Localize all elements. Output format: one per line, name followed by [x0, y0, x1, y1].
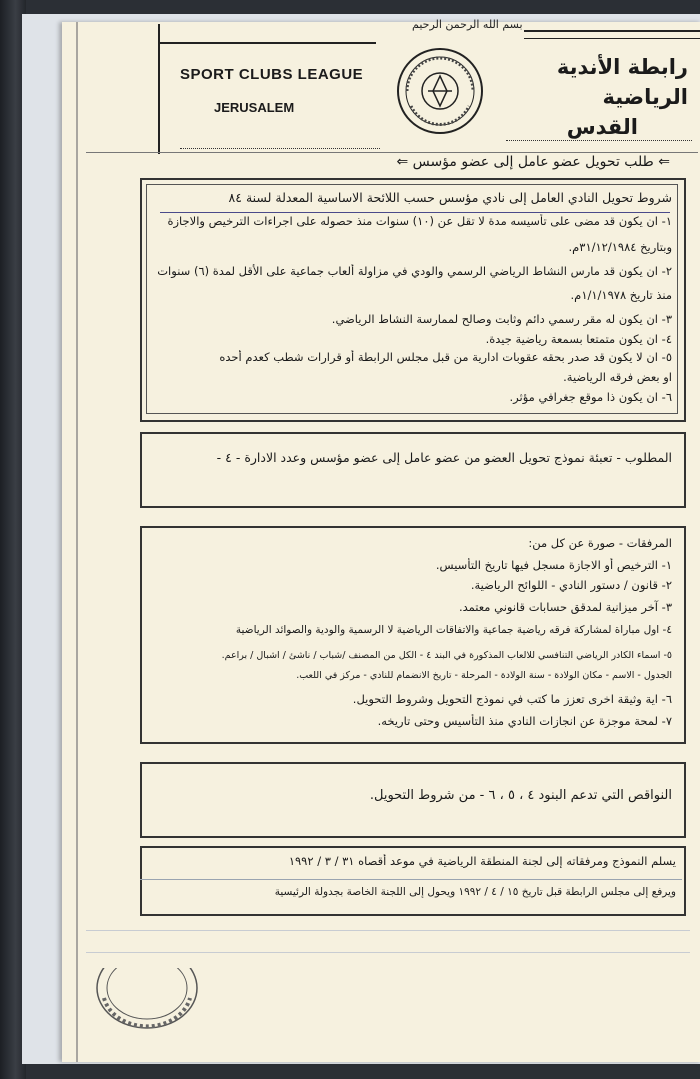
letterhead-dotted-line: [506, 140, 692, 141]
condition-item: او بعض فرقه الرياضية.: [563, 370, 672, 384]
condition-item: ٢- ان يكون قد مارس النشاط الرياضي الرسمي والودي في مزاولة ألعاب جماعية على الأقل لمدة (٦) سنوات: [157, 264, 672, 278]
attachment-item: ٥- اسماء الكادر الرياضي التنافسي للالعاب المذكورة في البند ٤ - الكل من المصنف /شباب / ناشئ / اشبال / براعم.: [221, 650, 672, 661]
paper-rule: [86, 952, 690, 953]
attachment-item: الجدول - الاسم - مكان الولادة - سنة الولادة - المرحلة - تاريخ الانضمام للنادي - مركز في اللعب.: [296, 670, 672, 681]
required-box: [140, 432, 686, 508]
attachments-heading: المرفقات - صورة عن كل من:: [528, 536, 672, 550]
letterhead-rule: [158, 24, 160, 154]
conditions-heading: شروط تحويل النادي العامل إلى نادي مؤسس حسب اللائحة الاساسية المعدلة لسنة ٨٤: [228, 190, 672, 205]
letterhead-dotted-line: [180, 148, 380, 149]
letterhead-arabic-city: القدس: [566, 115, 638, 139]
header-divider: [86, 152, 698, 153]
condition-item: ٣- ان يكون له مقر رسمي دائم وثابت وصالح لممارسة النشاط الرياضي.: [331, 312, 672, 326]
letterhead-rule: [158, 42, 376, 44]
attachment-item: ٦- اية وثيقة اخرى تعزز ما كتب في نموذج التحويل وشروط التحويل.: [352, 692, 672, 706]
letterhead-arabic: [498, 52, 688, 142]
footer-line-1: يسلم النموذج ومرفقاته إلى لجنة المنطقة الرياضية في موعد أقصاه ٣١ / ٣ / ١٩٩٢: [288, 854, 676, 868]
letterhead-arabic-name: رابطة الأندية الرياضية: [556, 55, 688, 109]
attachment-item: ٤- اول مباراة لمشاركة فرقه رياضية جماعية والاتفاقات الرياضية لا الرسمية والودية والصوائد الرياضية: [235, 624, 672, 636]
footer-line-2: ويرفع إلى مجلس الرابطة قبل تاريخ ١٥ / ٤ / ١٩٩٢ ويحول إلى اللجنة الخاصة بجدولة الرئيسية: [274, 886, 676, 898]
condition-item: ٤- ان يكون متمتعا بسمعة رياضية جيدة.: [485, 332, 672, 346]
deficiencies-text: النواقص التي تدعم البنود ٤ ، ٥ ، ٦ - من شروط التحويل.: [369, 788, 672, 803]
letterhead-rule: [524, 30, 700, 32]
letterhead-english-name: SPORT CLUBS LEAGUE: [180, 66, 364, 83]
condition-item: ٦- ان يكون ذا موقع جغرافي مؤثر.: [509, 390, 672, 404]
paper-rule: [86, 930, 690, 931]
league-seal-icon: [395, 46, 485, 136]
required-text: المطلوب - تعبئة نموذج تحويل العضو من عضو عامل إلى عضو مؤسس وعدد الادارة - ٤ -: [216, 450, 672, 465]
condition-item: ٥- ان لا يكون قد صدر بحقه عقوبات ادارية من قبل مجلس الرابطة أو قرارات شطب كعدم أحده: [219, 350, 672, 364]
heading-underline: [160, 212, 670, 213]
condition-item: ١- ان يكون قد مضى على تأسيسه مدة لا تقل عن (١٠) سنوات منذ حصوله على اجراءات الترخيص والاجازة: [167, 214, 672, 228]
attachment-item: ١- الترخيص أو الاجازة مسجل فيها تاريخ التأسيس.: [435, 558, 672, 572]
attachment-item: ٢- قانون / دستور النادي - اللوائح الرياضية.: [470, 578, 672, 592]
attachment-item: ٣- آخر ميزانية لمدقق حسابات قانوني معتمد.: [458, 600, 672, 614]
form-title: ⇐ طلب تحويل عضو عامل إلى عضو مؤسس ⇐: [396, 154, 670, 170]
letterhead-english-city: JERUSALEM: [214, 100, 295, 115]
attachment-item: ٧- لمحة موجزة عن انجازات النادي منذ التأسيس وحتى تاريخه.: [377, 714, 672, 728]
partial-stamp-icon: [92, 968, 202, 1038]
letterhead-rule: [524, 38, 700, 39]
footer-divider: [140, 879, 682, 880]
condition-item: وبتاريخ ٣١/١٢/١٩٨٤م.: [568, 240, 672, 254]
basmala: بسم الله الرحمن الرحيم: [412, 18, 523, 31]
condition-item: منذ تاريخ ١/١/١٩٧٨م.: [570, 288, 672, 302]
